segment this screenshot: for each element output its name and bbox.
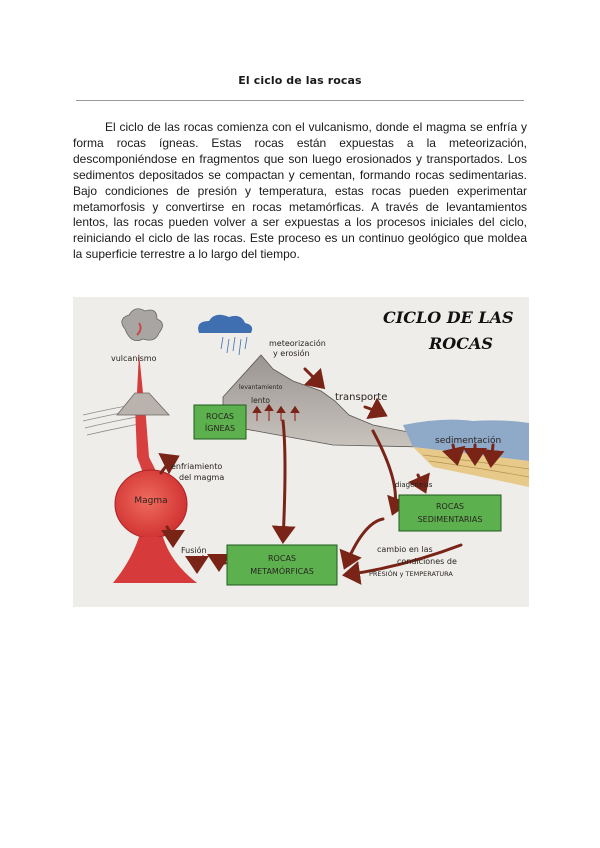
diagram-heading-line2: ROCAS <box>429 334 493 353</box>
sedimentary-box-label-2: SEDIMENTARIAS <box>417 515 483 524</box>
label-cambio-1: cambio en las <box>377 545 433 554</box>
label-levantamiento: levantamiento <box>239 384 283 391</box>
title-divider <box>76 100 524 101</box>
sedimentary-rocks-box <box>399 495 501 531</box>
metamorphic-box-label-1: ROCAS <box>268 554 296 563</box>
rock-cycle-diagram <box>73 297 529 607</box>
igneous-box-label-1: ROCAS <box>206 412 234 421</box>
igneous-rocks-box <box>194 405 246 439</box>
label-enfriamiento: enfriamiento <box>171 462 223 471</box>
diagram-heading-line1: CICLO DE LAS <box>383 308 514 327</box>
label-erosion: y erosión <box>273 349 310 358</box>
igneous-box-label-2: ÍGNEAS <box>204 424 236 433</box>
label-fusion: Fusión <box>181 546 207 555</box>
sedimentary-box-label-1: ROCAS <box>436 502 464 511</box>
label-transporte: transporte <box>335 392 388 403</box>
label-magma: Magma <box>134 496 168 506</box>
label-vulcanismo: vulcanismo <box>111 354 157 363</box>
label-sedimentacion: sedimentación <box>435 436 502 446</box>
metamorphic-box-label-2: METAMÓRFICAS <box>250 567 314 576</box>
label-del-magma: del magma <box>179 473 225 482</box>
label-cambio-3: PRESIÓN y TEMPERATURA <box>369 570 453 578</box>
document-title: El ciclo de las rocas <box>238 74 362 87</box>
label-meteorizacion: meteorización <box>269 339 326 348</box>
metamorphic-rocks-box <box>227 545 337 585</box>
label-lento: lento <box>251 396 270 405</box>
body-paragraph: El ciclo de las rocas comienza con el vulcanismo, donde el magma se enfría y forma rocas ígneas. Estas rocas están expuestas a la meteorización, descomponiéndose en fragmentos que son luego erosionados y transportados. Los sedimentos depositados se compactan y cementan, formando rocas sedimentarias. Bajo condiciones de presión y temperatura, estas rocas pueden experimentar metamorfosis y convertirse en rocas metamórficas. A través de levantamientos lentos, las rocas pueden volver a ser expuestas a los procesos iniciales del ciclo, reiniciando el ciclo de las rocas. Este proceso es un continuo geológico que moldea la superficie terrestre a lo largo del tiempo. <box>73 120 527 262</box>
label-cambio-2: condiciones de <box>397 557 457 566</box>
label-diagenesis: diagénesis <box>395 481 433 489</box>
